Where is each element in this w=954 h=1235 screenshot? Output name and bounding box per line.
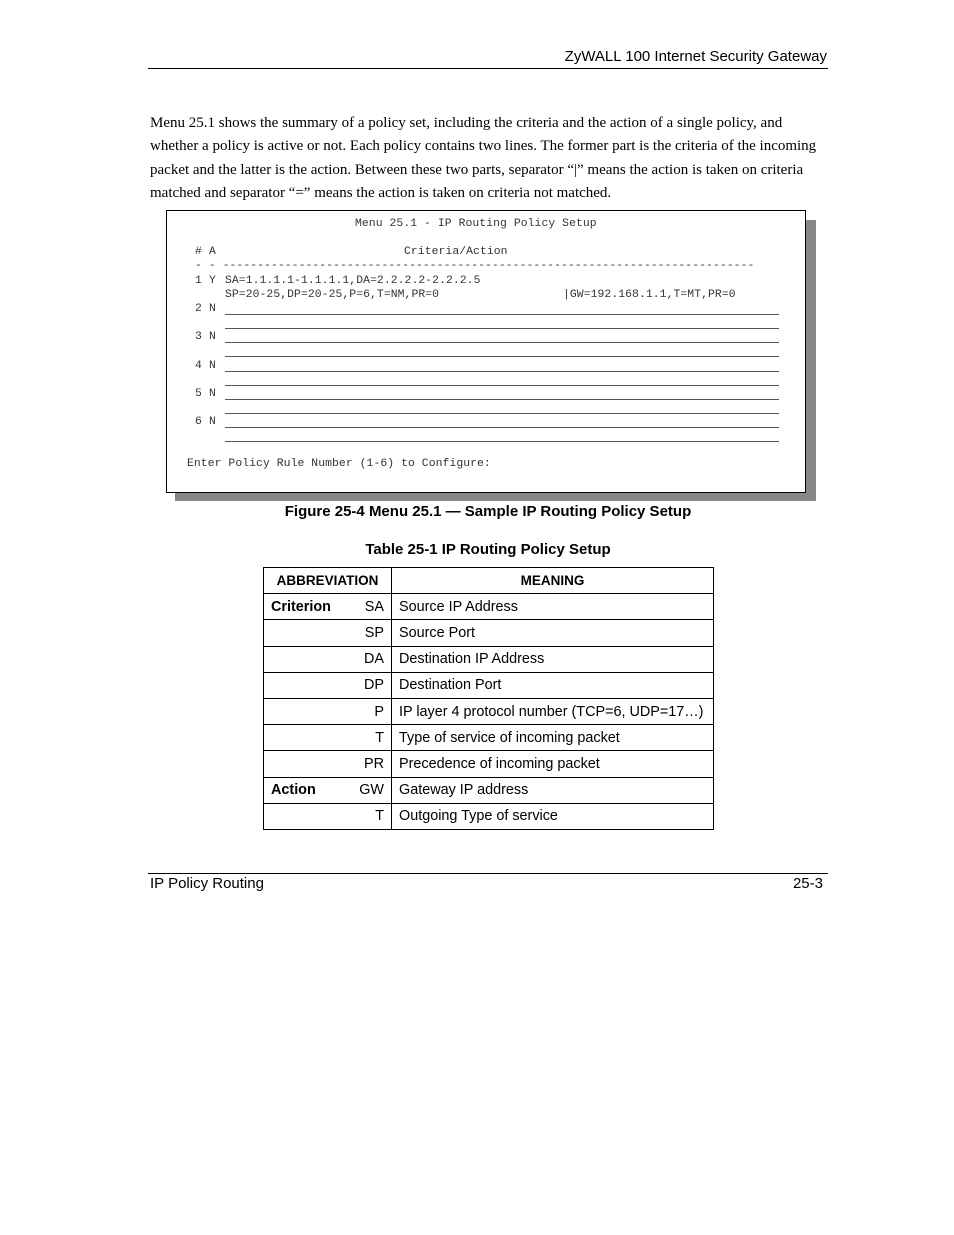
rule-active-flag: N bbox=[209, 303, 216, 315]
screen-col-active: A bbox=[209, 246, 216, 258]
rule-blank-line bbox=[225, 413, 779, 414]
table-row bbox=[264, 803, 714, 829]
abbreviation-cell bbox=[264, 698, 392, 724]
column-header-abbreviation: ABBREVIATION bbox=[264, 568, 392, 594]
rule-blank-line bbox=[225, 356, 779, 357]
abbreviation-cell bbox=[264, 803, 392, 829]
rule-number: 1 bbox=[195, 275, 202, 287]
rule-blank-line bbox=[225, 328, 779, 329]
rule-blank-line bbox=[225, 342, 779, 343]
screen-col-num: # bbox=[195, 246, 202, 258]
abbreviation-cell bbox=[264, 751, 392, 777]
rule-active-flag: N bbox=[209, 331, 216, 343]
rule-active-flag: N bbox=[209, 388, 216, 400]
abbreviation-code: DA bbox=[364, 651, 384, 668]
screen-separator: - - ----------------------------------------------------------------------------- bbox=[195, 260, 755, 272]
abbreviation-cell bbox=[264, 777, 392, 803]
rule-blank-line bbox=[225, 385, 779, 386]
terminal-screen bbox=[166, 210, 806, 493]
table-row bbox=[264, 777, 714, 803]
rule-blank-line bbox=[225, 441, 779, 442]
table-caption: Table 25-1 IP Routing Policy Setup bbox=[365, 541, 611, 558]
column-header-meaning: MEANING bbox=[392, 568, 714, 594]
abbreviation-cell bbox=[264, 594, 392, 620]
meaning-cell: Source IP Address bbox=[392, 594, 714, 620]
abbreviation-code: PR bbox=[364, 755, 384, 772]
rule-action: |GW=192.168.1.1,T=MT,PR=0 bbox=[563, 289, 736, 301]
rule-active-flag: N bbox=[209, 360, 216, 372]
abbreviation-table bbox=[263, 567, 714, 830]
rule-number: 3 bbox=[195, 331, 202, 343]
rule-active-flag: N bbox=[209, 416, 216, 428]
abbreviation-code: DP bbox=[364, 677, 384, 694]
abbreviation-cell bbox=[264, 646, 392, 672]
page-number: 25-3 bbox=[792, 875, 823, 892]
table-row bbox=[264, 646, 714, 672]
rule-blank-line bbox=[225, 427, 779, 428]
abbreviation-code: SP bbox=[364, 624, 384, 641]
rule-criteria-line: SA=1.1.1.1-1.1.1.1,DA=2.2.2.2-2.2.2.5 bbox=[225, 275, 481, 287]
table-row bbox=[264, 725, 714, 751]
table-header-row bbox=[264, 568, 714, 594]
figure-caption: Figure 25-4 Menu 25.1 — Sample IP Routing Policy Setup bbox=[284, 503, 692, 520]
meaning-cell: Destination IP Address bbox=[392, 646, 714, 672]
meaning-cell: Destination Port bbox=[392, 672, 714, 698]
rule-criteria-line: SP=20-25,DP=20-25,P=6,T=NM,PR=0 bbox=[225, 289, 440, 301]
meaning-cell: Precedence of incoming packet bbox=[392, 751, 714, 777]
abbreviation-cell bbox=[264, 725, 392, 751]
abbreviation-code: GW bbox=[359, 782, 384, 799]
abbreviation-code: T bbox=[375, 808, 384, 825]
rule-blank-line bbox=[225, 314, 779, 315]
meaning-cell: Type of service of incoming packet bbox=[392, 725, 714, 751]
rule-blank-line bbox=[225, 371, 779, 372]
table-row bbox=[264, 698, 714, 724]
table-row bbox=[264, 751, 714, 777]
meaning-cell: Source Port bbox=[392, 620, 714, 646]
rule-number: 5 bbox=[195, 388, 202, 400]
group-label: Criterion bbox=[271, 598, 331, 615]
rule-number: 6 bbox=[195, 416, 202, 428]
group-label: Action bbox=[271, 782, 316, 799]
screen-title: Menu 25.1 - IP Routing Policy Setup bbox=[355, 218, 597, 230]
table-row bbox=[264, 594, 714, 620]
meaning-cell: Outgoing Type of service bbox=[392, 803, 714, 829]
abbreviation-cell bbox=[264, 672, 392, 698]
intro-paragraph: Menu 25.1 shows the summary of a policy set, including the criteria and the action of a single policy, and whether a policy is active or not. Each policy contains two lines. The former part is the criteria of the incoming packet and the latter is the action. Between these two parts, separator “|” means the action is taken on criteria matched and separator “=” means the action is taken on criteria not matched. bbox=[150, 115, 817, 202]
table-row bbox=[264, 672, 714, 698]
header-rule bbox=[148, 68, 828, 69]
meaning-cell: IP layer 4 protocol number (TCP=6, UDP=17…) bbox=[392, 698, 714, 724]
screen-prompt: Enter Policy Rule Number (1-6) to Configure: bbox=[187, 458, 491, 470]
running-header: ZyWALL 100 Internet Security Gateway bbox=[564, 48, 827, 65]
abbreviation-cell bbox=[264, 620, 392, 646]
abbreviation-code: P bbox=[374, 703, 384, 720]
rule-number: 4 bbox=[195, 360, 202, 372]
rule-active-flag: Y bbox=[209, 275, 216, 287]
rule-number: 2 bbox=[195, 303, 202, 315]
screen-col-criteria: Criteria/Action bbox=[404, 246, 508, 258]
meaning-cell: Gateway IP address bbox=[392, 777, 714, 803]
footer-rule bbox=[148, 873, 828, 874]
rule-blank-line bbox=[225, 399, 779, 400]
abbreviation-code: SA bbox=[364, 598, 384, 615]
footer-section-title: IP Policy Routing bbox=[150, 875, 264, 892]
table-row bbox=[264, 620, 714, 646]
abbreviation-code: T bbox=[375, 729, 384, 746]
